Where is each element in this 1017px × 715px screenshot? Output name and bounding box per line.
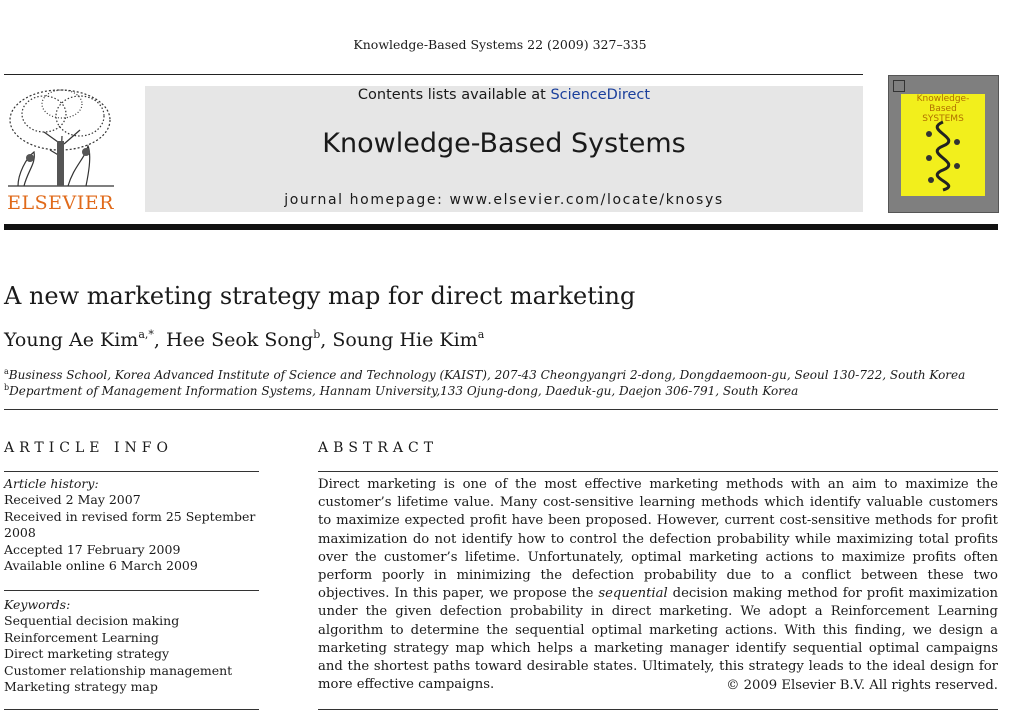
header-thick-rule xyxy=(4,224,998,230)
author-name[interactable]: Soung Hie Kim xyxy=(332,329,478,351)
affiliation-text: Business School, Korea Advanced Institute of Science and Technology (KAIST), 207-43 Cheongyangri 2-dong, Dongdaemoon-gu, Seoul 130-722, South Korea xyxy=(8,368,966,382)
cover-title-line1: Knowledge-Based xyxy=(916,94,970,114)
affiliation-a xyxy=(4,367,965,382)
cover-spiral-icon xyxy=(915,118,971,192)
cover-emblem-icon xyxy=(893,80,905,92)
affiliation-b xyxy=(4,383,798,398)
keyword-item[interactable]: Direct marketing strategy xyxy=(4,646,170,662)
contents-line xyxy=(145,87,863,103)
article-title: A new marketing strategy map for direct marketing xyxy=(4,282,636,310)
author-affiliation-mark[interactable]: a,* xyxy=(138,328,154,341)
abstract-heading: ABSTRACT xyxy=(318,440,439,456)
section-rule xyxy=(4,409,998,410)
history-label: Article history: xyxy=(4,476,99,491)
keyword-item[interactable]: Marketing strategy map xyxy=(4,679,158,695)
elsevier-logo[interactable] xyxy=(4,86,117,212)
contents-prefix: Contents lists available at xyxy=(357,87,551,103)
copyright-notice: © 2009 Elsevier B.V. All rights reserved. xyxy=(726,678,998,693)
history-item: Accepted 17 February 2009 xyxy=(4,541,181,557)
abstract-bottom-rule xyxy=(318,709,998,710)
keyword-item[interactable]: Reinforcement Learning xyxy=(4,629,159,645)
author-list xyxy=(4,328,484,351)
article-info-rule xyxy=(4,471,259,472)
journal-cover-thumbnail[interactable] xyxy=(888,75,999,213)
affiliation-text: Department of Management Information Systems, Hannam University,133 Ojung-dong, Daeduk-gu, Daejon 306-791, South Korea xyxy=(9,384,799,398)
cover-title-line2: SYSTEMS xyxy=(922,114,964,124)
journal-title: Knowledge-Based Systems xyxy=(322,128,686,159)
keywords-label: Keywords: xyxy=(4,597,71,612)
abstract-emphasis: sequential xyxy=(598,586,668,602)
author-separator: , xyxy=(320,329,333,351)
affiliation-mark: b xyxy=(4,383,10,392)
article-info-heading: ARTICLE INFO xyxy=(4,440,173,456)
journal-homepage-link[interactable]: journal homepage: www.elsevier.com/locate/knosys xyxy=(284,192,724,208)
author-affiliation-mark[interactable]: a xyxy=(477,328,485,341)
history-item: Available online 6 March 2009 xyxy=(4,558,198,574)
keyword-item[interactable]: Sequential decision making xyxy=(4,613,180,629)
keywords xyxy=(4,597,259,695)
abstract-text xyxy=(318,476,998,694)
history-item: Received 2 May 2007 xyxy=(4,492,141,508)
abstract-part: Direct marketing is one of the most effective marketing methods with an aim to maximize the customer’s lifetime value. Many cost-sensitive learning methods which identify valuable customers to maximize expected profit have been proposed. However, current cost-sensitive methods for profit maximization do not identify how to control the defection probability while maximizing total profits over the customer’s lifetime. Unfortunately, optimal marketing actions to maximize profits often perform poorly in minimizing the defection probability due to a conflict between these two objectives. In this paper, we propose the xyxy=(318,477,998,602)
author-name[interactable]: Hee Seok Song xyxy=(165,329,314,351)
author-separator: , xyxy=(153,329,166,351)
abstract-part: decision making method for profit maximization under the given defection probability in direct marketing. We adopt a Reinforcement Learning algorithm to determine the sequential optimal marketing actions. With this finding, we design a marketing strategy map which helps a marketing manager identify sequential optimal campaigns and the shortest paths toward desirable states. Ultimately, this strategy leads to the ideal design for more effective campaigns. xyxy=(318,586,999,693)
keyword-item[interactable]: Customer relationship management xyxy=(4,662,233,678)
header-rule xyxy=(4,74,863,75)
author-name[interactable]: Young Ae Kim xyxy=(4,329,139,351)
author-affiliation-mark[interactable]: b xyxy=(313,328,321,341)
tree-engraving-icon xyxy=(4,86,117,190)
keywords-rule xyxy=(4,590,259,591)
journal-banner xyxy=(145,86,863,212)
history-item: Received in revised form 25 September 2008 xyxy=(4,508,256,541)
journal-citation: Knowledge-Based Systems 22 (2009) 327–335 xyxy=(353,37,647,52)
article-info-bottom-rule xyxy=(4,709,259,710)
article-history xyxy=(4,476,259,574)
elsevier-wordmark: ELSEVIER xyxy=(7,192,114,214)
sciencedirect-link[interactable]: ScienceDirect xyxy=(550,87,651,103)
affiliation-mark: a xyxy=(4,367,9,376)
abstract-rule xyxy=(318,471,998,472)
